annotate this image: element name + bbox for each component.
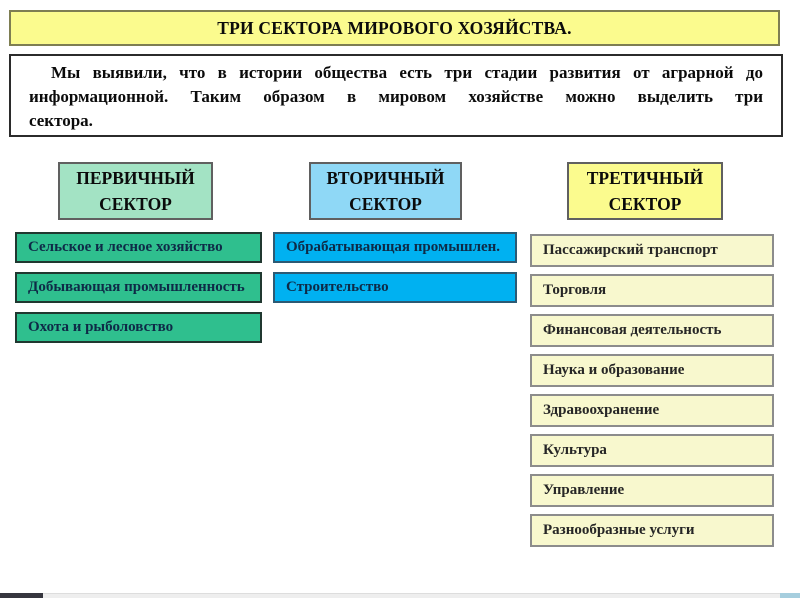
primary-sector-item: Сельское и лесное хозяйство [15, 232, 262, 263]
progress-bar-played[interactable] [0, 593, 43, 598]
tertiary-sector-item: Торговля [530, 274, 774, 307]
secondary-sector-item: Обрабатывающая промышлен. [273, 232, 517, 263]
tertiary-sector-item: Пассажирский транспорт [530, 234, 774, 267]
progress-bar-track[interactable] [0, 593, 800, 598]
tertiary-sector-item: Разнообразные услуги [530, 514, 774, 547]
tertiary-sector-item: Здравоохранение [530, 394, 774, 427]
slide-title: ТРИ СЕКТОРА МИРОВОГО ХОЗЯЙСТВА. [217, 17, 572, 38]
tertiary-sector-item: Управление [530, 474, 774, 507]
primary-sector-item: Добывающая промышленность [15, 272, 262, 303]
sector-header-secondary: ВТОРИЧНЫЙ СЕКТОР [309, 162, 462, 220]
progress-bar-accent[interactable] [780, 593, 800, 598]
sector-header-tertiary: ТРЕТИЧНЫЙ СЕКТОР [567, 162, 723, 220]
tertiary-sector-item: Культура [530, 434, 774, 467]
intro-line: информационной. Таким образом в мировом хозяйстве можно выделить три [29, 87, 763, 106]
intro-line: сектора. [29, 111, 93, 130]
tertiary-sector-item: Наука и образование [530, 354, 774, 387]
primary-sector-item: Охота и рыболовство [15, 312, 262, 343]
intro-text-box [9, 54, 783, 137]
sector-header-primary: ПЕРВИЧНЫЙ СЕКТОР [58, 162, 213, 220]
secondary-sector-item: Строительство [273, 272, 517, 303]
slide-title-box [9, 10, 780, 46]
intro-line: Мы выявили, что в истории общества есть три стадии развития от аграрной до [51, 63, 763, 82]
tertiary-sector-item: Финансовая деятельность [530, 314, 774, 347]
